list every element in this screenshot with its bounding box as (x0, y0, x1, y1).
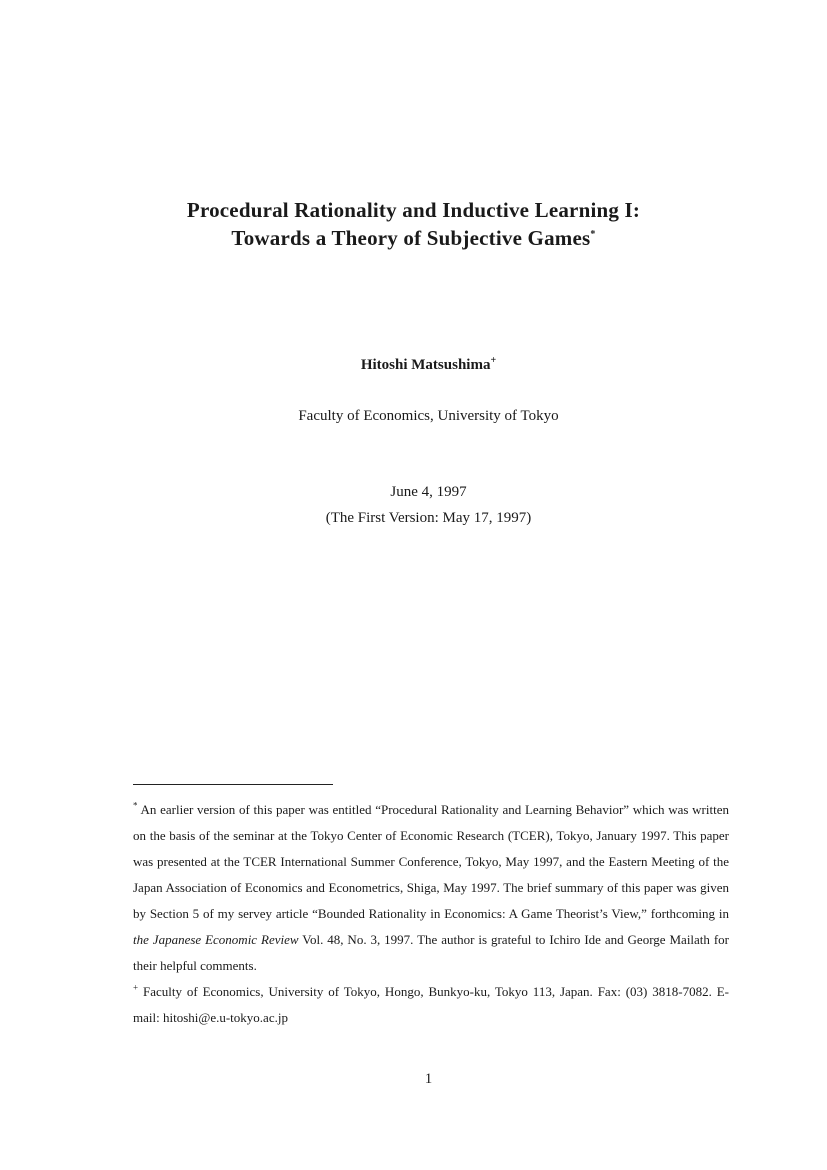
paper-title-line-2-text: Towards a Theory of Subjective Games (231, 226, 591, 250)
author-name (0, 357, 827, 374)
footnote-1-journal: the Japanese Economic Review (133, 932, 299, 947)
paper-title-line-1: Procedural Rationality and Inductive Learning I: (186, 198, 641, 222)
title-footnote-mark: * (590, 229, 596, 240)
affiliation: Faculty of Economics, University of Tokyo (298, 408, 559, 424)
footnote-1 (133, 797, 729, 979)
footnotes (133, 797, 729, 1031)
page-number: 1 (424, 1071, 433, 1087)
footnote-2-text: Faculty of Economics, University of Tokyo, Hongo, Bunkyo-ku, Tokyo 113, Japan. Fax: (03) 3818-7082. E-mail: hitoshi@e.u-tokyo.ac.jp (133, 984, 730, 1025)
footnote-divider (133, 784, 333, 785)
footnote-1-text-end: Vol. 48, No. 3, 1997. The author is grateful to Ichiro Ide and George Mailath for their helpful comments. (133, 932, 730, 973)
footnote-2-mark: + (133, 982, 139, 993)
paper-title-line-2 (0, 226, 827, 251)
footnote-1-mark: * (133, 800, 138, 811)
author-name-text: Hitoshi Matsushima (360, 357, 491, 373)
footnote-2 (133, 979, 729, 1031)
paper-date: June 4, 1997 (390, 484, 467, 500)
first-version-date: (The First Version: May 17, 1997) (325, 510, 532, 526)
author-footnote-mark: + (490, 355, 497, 366)
footnote-1-text: An earlier version of this paper was entitled “Procedural Rationality and Learning Behavior” which was written on the basis of the seminar at the Tokyo Center of Economic Research (TCER), Tokyo, January 1997. This paper was presented at the TCER International Summer Conference, Tokyo, May 1997, and the Eastern Meeting of the Japan Association of Economics and Econometrics, Shiga, May 1997. The brief summary of this paper was given by Section 5 of my servey article “Bounded Rationality in Economics: A Game Theorist’s View,” forthcoming in (133, 802, 729, 921)
